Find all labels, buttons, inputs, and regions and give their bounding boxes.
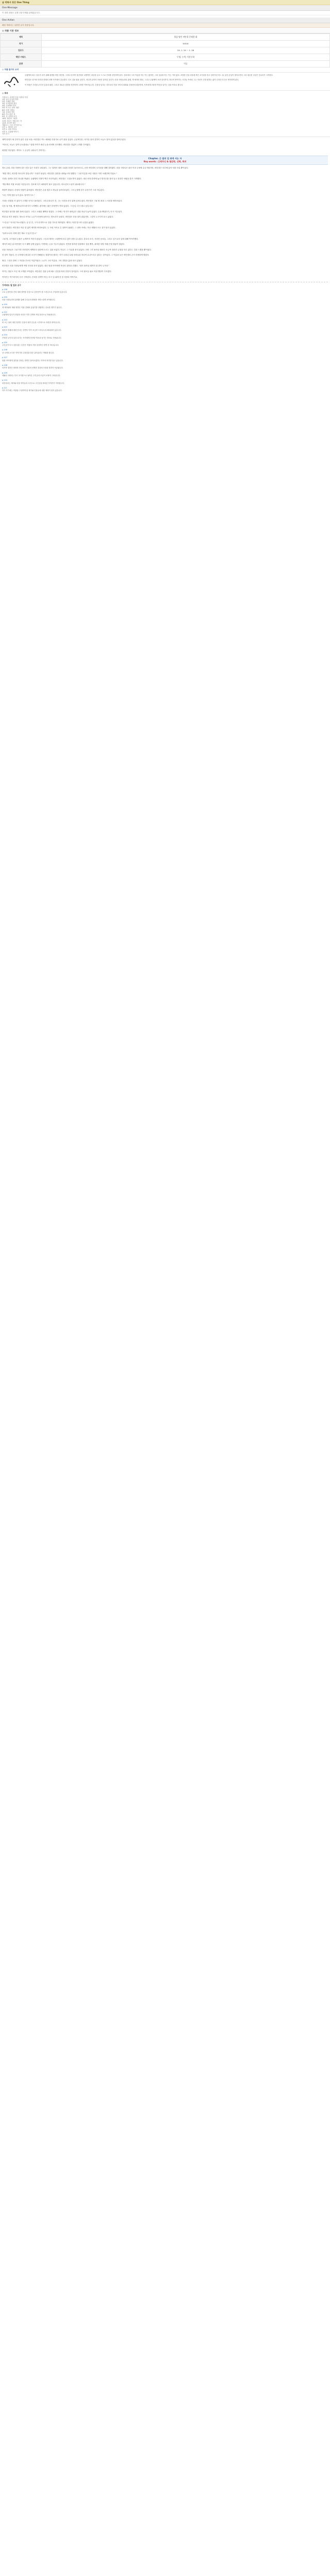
note-item <box>2 379 328 385</box>
body-content <box>0 137 330 396</box>
summary-paragraph: 비단결은 과거의 인연과 현재의 선택 사이에서 갈등한다. 다시 검을 잡을 것인가, 아니면 끝까지 조용히 살아갈 것인가. 마을 사람들과의 관계, 옛 제자의 방문, 그리고 무림맹이 보낸 밀사까지, 하나씩 쌓여가는 사건들 속에서 그는 자신이 진정 원하는 삶이 무엇인지 다시 생각하게 된다. <box>25 79 239 81</box>
note-item <box>2 364 328 370</box>
info-key: 분량 <box>1 61 42 67</box>
body-paragraph: 비단결은 편지를 접어 품에 넣었다. 그리고 오래된 궤짝을 열었다. 그 안에는 먼지가 내려앉은 검집 하나가 놓여 있었다. 손을 뻗었다가, 다시 거두었다. <box>2 210 123 213</box>
note-text: 마지막 결전은 화려한 전투보다 인물의 선택과 결심에 초점을 맞추어 서술됩니다. <box>2 367 63 369</box>
note-ref: p.209 <box>2 371 8 374</box>
toc-item: 3화. 옛 제자의 편지 <box>2 103 17 105</box>
chapter-keywords: Key words : 은퇴무인 & 혈검명, 선택, 회귀 <box>143 160 187 163</box>
info-row <box>1 61 330 67</box>
note-ref: p.206 <box>2 349 8 351</box>
note-item <box>2 387 328 393</box>
note-text: 주인공이 다시 검을 잡는 순간은 작품의 가장 상징적인 장면 중 하나입니다. <box>2 344 59 347</box>
toc-item: 10화. 혈검의 그림자 <box>2 117 18 120</box>
chapter-header <box>2 156 328 165</box>
body-paragraph: "나는 이제 검을 들지 않소. 돌아가시오." <box>2 194 35 197</box>
toc-item: 외전 1. 제자의 시선 <box>2 126 17 129</box>
info-section-title: ◎ 작품 기본 정보 <box>0 28 330 33</box>
body-paragraph: 문이 열렸다. 비단결은 아무 말 없이 제자를 바라보았다. 두 사람 사이로 긴 침묵이 흘렀다. 그 침묵 속에는 지난 세월의 모든 것이 담겨 있었다. <box>2 227 116 229</box>
summary-text <box>23 73 330 90</box>
chapter-body <box>2 167 328 279</box>
note-ref: p.200 <box>2 303 8 306</box>
info-value: 24. 1. 24 ~ 1. 26 <box>42 47 330 54</box>
chapter-title: Chapter. 은 빛의 검 위에 서는 자 <box>148 157 182 160</box>
toc-item: 7화. 잊혀진 약속 <box>2 111 15 113</box>
body-paragraph: 사내는 품에서 봉투 하나를 꺼냈다. 무림맹의 인장이 찍힌 서신이었다. 비단결은 그것을 받지 않았다. 대신 마당 한켠에 놓인 빗자루를 집어 들고 천천히 낙엽을 쓸기 시작했다. <box>2 178 142 180</box>
note-ref: p.199 <box>2 296 8 298</box>
body-paragraph: 혈검. 그것은 한때 그 자신을 부르던 이름이었다. 누군가 그의 이름을, 그의 검법을 흉내 내고 있었다. <box>2 259 82 262</box>
body-paragraph: 며칠 뒤 비가 내렸다. 빗소리 사이로 누군가 마당에 들어서는 발소리가 들렸다. 비단결은 문을 열지 않았지만, 그것이 누구인지 알고 있었다. <box>2 216 114 218</box>
note-item <box>2 311 328 317</box>
note-text: 옛 제자와의 재회 장면은 작품 전체의 분위기를 전환하는 중요한 계기가 됩니다. <box>2 306 62 309</box>
note-text: 주요 등장인물 간의 대화 장면을 중심으로 감정선이 잘 드러나도록 구성되어 있습니다. <box>2 291 68 294</box>
toc-item: 9화. 산 너머의 소식 <box>2 115 17 118</box>
note-text: 은퇴한 무인의 일상 묘사는 독자에게 잔잔한 여운을 남기는 장치로 사용됩니다. <box>2 336 62 339</box>
body-paragraph: "들어오너라. 비에 젖은 채로 서 있지 말고." <box>2 232 37 235</box>
note-item <box>2 372 328 378</box>
body-paragraph: "맹주께서 직접 보내신 서신입니다. 강호에 다시 피바람이 불고 있습니다. 어르신의 도움이 필요합니다." <box>2 183 86 185</box>
note-ref: p.207 <box>2 357 8 359</box>
note-text: 옆집 아이에게 찻잔을 건네는 장면은 돌아오겠다는 약속의 의미를 담고 있습니다. <box>2 359 63 362</box>
body-paragraph: 정오 무렵, 마을 어귀에 검은 옷을 입은 사내가 나타났다. 그는 말에서 내려 주위를 천천히 둘러보더니, 곧장 비단결의 초가집을 향해 걸어왔다. 마을 사람들은 낯선 이의 등장에 수군거렸지만, 비단결은 마루에 앉아 차를 마실 뿐이었다. <box>2 167 189 170</box>
toc-item: 에필로그. 다시 초가집으로 <box>2 124 22 126</box>
toc-item: 외전 2. 마을 아이들 <box>2 128 17 131</box>
page-header-title: 숨 막혀서 못끈 One Thing <box>0 0 330 5</box>
body-paragraph: 한 달이 지났다. 산 너머에서 불길한 소식이 전해졌다. 혈검이라 불리는 자가 나타나 무림 문파들을 하나씩 무너뜨리고 있다는 것이었다. 그 이름을 들은 비단결의 손이 미세하게 떨렸다. <box>2 254 150 257</box>
note-text: 외전에서는 제자와 마을 아이들의 시선으로 주인공을 바라본 이야기가 이어집니다. <box>2 382 65 384</box>
body-paragraph: "혈검 명인, 비단결 어르신이 맞습니까." 사내가 물었다. 비단결은 찻잔을 내려놓으며 답했다. "그런 이름을 쓰던 사람은 이미 오래전에 죽었소." <box>2 172 117 175</box>
body-paragraph: 이야기는 여기서부터 다시 시작된다. 은퇴한 검객이 아닌, 다시 길 위에 선 한 사람의 이야기로. <box>2 276 78 278</box>
body-paragraph: 제자가 떠난 뒤 비단결은 다시 궤짝 앞에 앉았다. 이번에는 손을 거두지 않았다. 먼지를 털어낸 검집에서 검을 뽑자, 희미한 달빛 아래 은빛 칼날이 빛났다. <box>2 243 125 246</box>
note-ref: p.208 <box>2 364 8 366</box>
info-value: UUUU <box>42 41 330 47</box>
note-item <box>2 289 328 294</box>
info-row <box>1 47 330 54</box>
toc-item: 작가 후기 <box>2 132 9 135</box>
toc-item: 2화. 오래된 검집 <box>2 100 15 103</box>
note-text: 혈검의 정체에 대한 단서는 중반부 이후 조금씩 드러나도록 배치되어 있습니다. <box>2 329 62 331</box>
info-row <box>1 54 330 61</box>
intro-paragraph: "어르신, 오늘도 일찍 나오셨네요." 옆집 아이가 졸린 눈을 비비며 인사했다. 비단결은 말없이 고개를 끄덕였다. <box>2 144 91 146</box>
body-paragraph: 그날 밤, 초가집의 등불은 늦게까지 꺼지지 않았다. 스승과 제자는 오랜만에 마주 앉아 차를 나누었다. 강호의 소식, 사라진 동료들, 그리고 앞으로의 일에 대해 이야기했다. <box>2 238 139 240</box>
toc-item: 1화. 낯선 손님의 방문 <box>2 98 19 100</box>
toc-item: 12화. 마지막 결전 <box>2 122 16 124</box>
toc-item: 11화. 떠나는 자와 남는 자 <box>2 120 22 122</box>
body-paragraph: 아이는 영문도 모른 채 고개를 끄덕였다. 비단결은 검을 등에 메고 산길을 따라 천천히 걸어갔다. 그의 뒷모습 위로 아침 햇살이 부서졌다. <box>2 270 112 273</box>
body-paragraph: 비단결은 마을 사람들에게 작별 인사를 하지 않았다. 대신 옆집 아이에게 자신의 찻잔을 건넸다. "내가 돌아올 때까지 잘 맡아 두거라." <box>2 265 109 267</box>
info-value: 혈검 명인 비단결 은퇴한 화 <box>42 34 330 41</box>
toc-item: 프롤로그. 조용한 산골 마을의 아침 <box>2 96 28 98</box>
action-note: 해당 캐릭터는 남중충 유저 전용입니다. <box>0 23 330 28</box>
note-text: 작가 후기에는 작품을 구상하게 된 계기와 인물들에 대한 애정이 담겨 있습니다. <box>2 389 62 392</box>
body-paragraph: 다음 날 아침, 옛 제자로부터 편지가 도착했다. 편지에는 짧은 문장만이 적혀 있었다. '스승님, 다시 뵙고 싶습니다.' <box>2 205 94 208</box>
info-key: 제목 <box>1 34 42 41</box>
notes-title: 가져와도 될 업로 궁구 <box>2 284 21 287</box>
note-text: 에필로그에서는 다시 초가집으로 돌아온 주인공의 모습이 조용히 그려집니다. <box>2 374 61 377</box>
summary-paragraph: 무림맹의 최고 검수가 되기 위해 평생을 바친 비단결. 그러나 마지막 결전에서 치명적인 내상을 입고 스스로 은퇴를 선언하게 된다. 강호에서 그의 이름을 아는 이는 많지만, 그의 얼굴을 아는 이는 거의 없다. 조용한 산골 마을에 작은 초가집을 짓고 살아가던 어느 날, 낯선 손님이 찾아오면서 그의 평온한 일상은 흔들리기 시작한다. <box>25 74 273 76</box>
note-ref: p.204 <box>2 334 8 336</box>
note-item <box>2 342 328 347</box>
intro-section <box>2 139 328 152</box>
toc-list <box>2 96 328 135</box>
message-note: 이 대화 내용은 실제 인물·단체와 관계없습니다. <box>0 11 330 15</box>
note-item <box>2 303 328 309</box>
toc-title: ◎ 목차 <box>2 92 8 94</box>
one-message-label[interactable]: One-Message <box>0 5 330 11</box>
toc-item: 5화. 비 오는 날의 대련 <box>2 107 19 109</box>
summary-block <box>0 72 330 91</box>
note-ref: p.202 <box>2 318 8 321</box>
note-ref: p.210 <box>2 379 8 382</box>
note-item <box>2 296 328 302</box>
note-item <box>2 334 328 340</box>
notes-list <box>2 289 328 393</box>
info-key: 작가 <box>1 41 42 47</box>
one-action-label[interactable]: One Action <box>0 18 330 23</box>
body-paragraph: 바람이 불었다. 마당의 낙엽이 흩어졌다. 비단결은 손을 멈추고 하늘을 올려다보았다. 그의 눈빛에 잠시 무언가가 스쳐 지나갔다. <box>2 189 105 191</box>
calligraphy-logo-icon <box>0 73 23 90</box>
note-text: 무림맹의 밀사가 전달한 서신은 이후 전개의 핵심 복선으로 작용합니다. <box>2 314 56 316</box>
body-paragraph: 사내는 한참을 서 있다가 고개를 숙이고 물러났다. 그러나 떠나기 전, 그는 서신을 마루 위에 올려두었다. 비단결은 그날 밤 내내 그 서신을 바라보았다. <box>2 199 123 202</box>
info-row <box>1 41 330 47</box>
table-of-contents <box>0 91 330 137</box>
summary-title: ◎ 작품 줄거리 요약 <box>2 69 19 71</box>
notes-section <box>2 282 328 393</box>
note-item <box>2 319 328 325</box>
note-text: 비 오는 날의 대련 장면은 인물의 내면 갈등을 시각적으로 표현한 대목입니다. <box>2 321 61 324</box>
note-ref: p.201 <box>2 311 8 314</box>
info-row <box>1 34 330 41</box>
note-item <box>2 349 328 354</box>
note-ref: p.198 <box>2 288 8 291</box>
body-paragraph: "스승님." 익숙한 목소리였다. 십 년 전, 그가 마지막으로 검을 가르친 제자였다. 제자는 비를 맞으며 무릎을 꿇었다. <box>2 221 94 224</box>
note-ref: p.203 <box>2 326 8 329</box>
info-key: 해당 키워드 <box>1 54 42 61</box>
note-text: 산 너머의 소식은 이야기의 긴장감을 한층 끌어올리는 역할을 합니다. <box>2 351 55 354</box>
toc-item: 외전 3. 무림맹 이야기 <box>2 130 19 133</box>
note-text: 마을 사람들과의 관계를 통해 주인공의 변화를 자연스럽게 보여줍니다. <box>2 299 56 301</box>
note-ref: p.211 <box>2 386 8 389</box>
intro-paragraph: 평범한 하루였다. 적어도 그 손님이 나타나기 전까지는. <box>2 149 46 152</box>
body-paragraph: 마을 사람들은 그날 이후 비단결이 새벽마다 뒷산에 오르는 것을 보았다. 아무도 그 이유를 묻지 않았다. 다만 그가 돌아올 때마다 조금씩 달라진 눈빛을 하고 있다는 것을 느꼈을 뿐이었다. <box>2 248 152 251</box>
brush-stroke-icon <box>3 74 20 89</box>
note-item <box>2 357 328 362</box>
note-ref: p.205 <box>2 341 8 344</box>
info-table <box>0 33 330 67</box>
toc-item: 4화. 무림맹의 밀사 <box>2 105 16 107</box>
toc-item: 8화. 다시 잡은 검 <box>2 113 15 116</box>
summary-paragraph: 이 작품은 은퇴한 무인의 일상과 회한, 그리고 새로운 출발을 잔잔하게 그려낸 이야기입니다. 긴장감 넘치는 전투보다 인물 사이의 대화와 감정선에 집중하며, 독자에게 조용한 여운을 남기는 것을 목표로 합니다. <box>25 83 184 86</box>
info-value: 미공 <box>42 61 330 67</box>
toc-item: 6화. 마을 사람들 <box>2 109 15 111</box>
info-value: 무협, 능력, 이분우하 <box>42 54 330 61</box>
note-item <box>2 326 328 332</box>
intro-paragraph: 새벽 안개가 채 걷히지 않은 산골 마을. 비단결은 여느 때처럼 우물가로 나가 물을 길었다. 손끝에 닿는 차가운 물의 감촉이 오늘도 살아 있음을 알려주었다. <box>2 138 126 141</box>
info-key: 업로드 <box>1 47 42 54</box>
